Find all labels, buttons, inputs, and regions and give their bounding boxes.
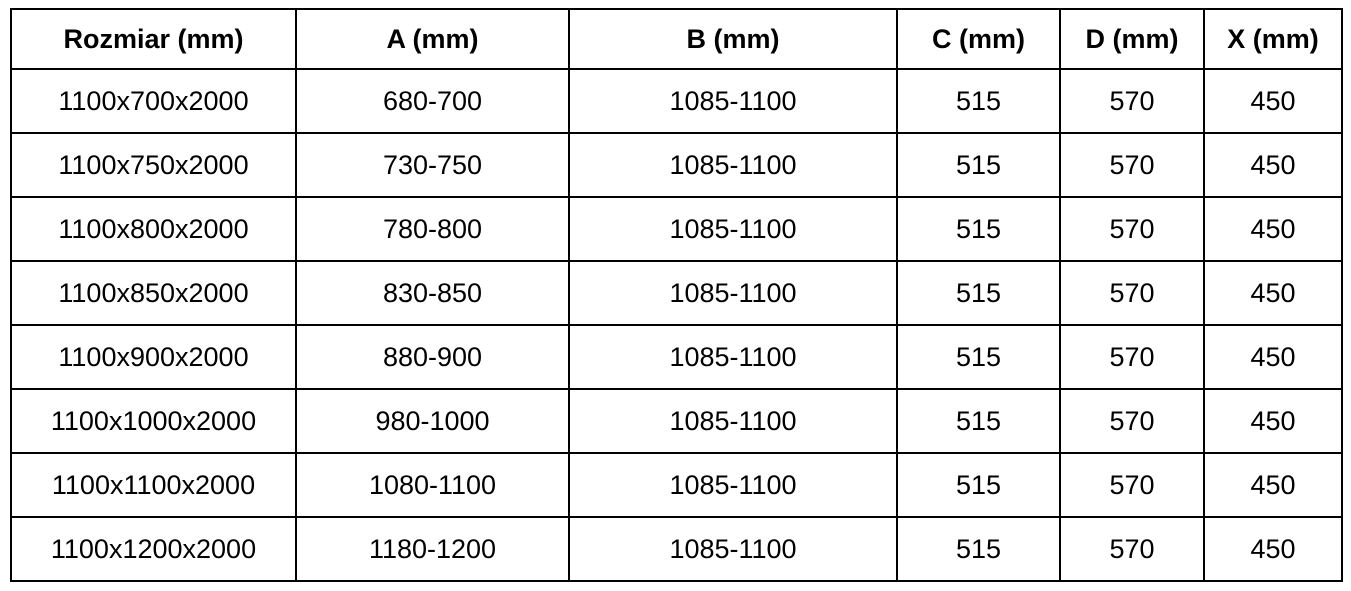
- table-cell: 1085-1100: [569, 197, 897, 261]
- table-row: [11, 453, 1342, 517]
- table-cell: 450: [1204, 197, 1342, 261]
- table-cell: 450: [1204, 453, 1342, 517]
- table-cell: 1100x700x2000: [11, 69, 296, 133]
- table-cell: 1080-1100: [296, 453, 569, 517]
- table-cell: 570: [1060, 325, 1204, 389]
- table-cell: 570: [1060, 261, 1204, 325]
- table-row: [11, 325, 1342, 389]
- column-header-a: A (mm): [296, 9, 569, 69]
- table-cell: 1100x850x2000: [11, 261, 296, 325]
- table-cell: 515: [897, 261, 1060, 325]
- table-cell: 980-1000: [296, 389, 569, 453]
- table-cell: 1100x900x2000: [11, 325, 296, 389]
- table-cell: 680-700: [296, 69, 569, 133]
- column-header-x: X (mm): [1204, 9, 1342, 69]
- table-row: [11, 197, 1342, 261]
- table-cell: 1085-1100: [569, 133, 897, 197]
- table-cell: 1100x1000x2000: [11, 389, 296, 453]
- table-cell: 450: [1204, 389, 1342, 453]
- table-cell: 1085-1100: [569, 69, 897, 133]
- table-cell: 570: [1060, 517, 1204, 581]
- table-cell: 515: [897, 133, 1060, 197]
- table-row: [11, 261, 1342, 325]
- table-cell: 830-850: [296, 261, 569, 325]
- table-cell: 1085-1100: [569, 389, 897, 453]
- table-cell: 1085-1100: [569, 325, 897, 389]
- table-cell: 450: [1204, 133, 1342, 197]
- table-cell: 450: [1204, 517, 1342, 581]
- size-spec-table: [10, 8, 1343, 582]
- table-cell: 1180-1200: [296, 517, 569, 581]
- table-cell: 1085-1100: [569, 261, 897, 325]
- table-row: [11, 517, 1342, 581]
- table-cell: 570: [1060, 69, 1204, 133]
- table-cell: 570: [1060, 453, 1204, 517]
- table-cell: 450: [1204, 325, 1342, 389]
- table-cell: 515: [897, 69, 1060, 133]
- column-header-rozmiar: Rozmiar (mm): [11, 9, 296, 69]
- table-cell: 1100x1200x2000: [11, 517, 296, 581]
- table-cell: 730-750: [296, 133, 569, 197]
- table-cell: 450: [1204, 69, 1342, 133]
- table-cell: 1100x750x2000: [11, 133, 296, 197]
- table-cell: 515: [897, 389, 1060, 453]
- column-header-b: B (mm): [569, 9, 897, 69]
- table-cell: 880-900: [296, 325, 569, 389]
- table-row: [11, 389, 1342, 453]
- table-cell: 570: [1060, 389, 1204, 453]
- table-row: [11, 69, 1342, 133]
- table-cell: 515: [897, 453, 1060, 517]
- table-cell: 515: [897, 197, 1060, 261]
- table-cell: 1100x1100x2000: [11, 453, 296, 517]
- table-cell: 780-800: [296, 197, 569, 261]
- table-cell: 515: [897, 325, 1060, 389]
- table-cell: 570: [1060, 133, 1204, 197]
- column-header-d: D (mm): [1060, 9, 1204, 69]
- table-cell: 1085-1100: [569, 453, 897, 517]
- table-cell: 1100x800x2000: [11, 197, 296, 261]
- table-cell: 515: [897, 517, 1060, 581]
- header-row: [11, 9, 1342, 69]
- table-cell: 450: [1204, 261, 1342, 325]
- table-row: [11, 133, 1342, 197]
- column-header-c: C (mm): [897, 9, 1060, 69]
- table-cell: 570: [1060, 197, 1204, 261]
- table-cell: 1085-1100: [569, 517, 897, 581]
